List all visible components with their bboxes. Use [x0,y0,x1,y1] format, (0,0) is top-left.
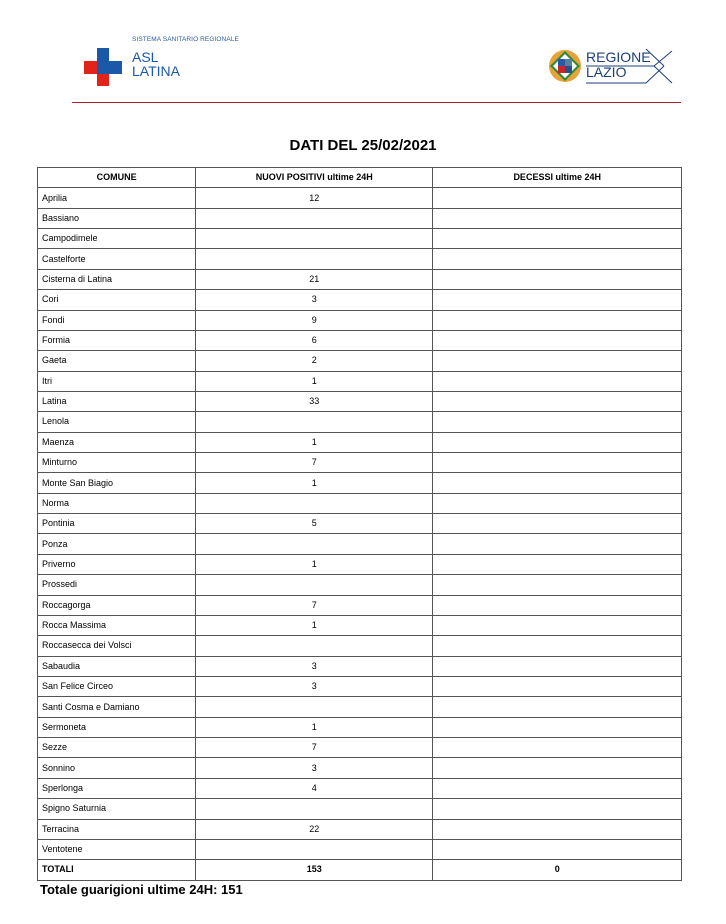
table-row [38,249,682,269]
recoveries-total: Totale guarigioni ultime 24H: 151 [40,882,243,897]
cell-comune: Maenza [38,432,196,452]
asl-name-line1: ASL [132,49,159,65]
cell-decessi [433,676,682,696]
cell-comune: Sezze [38,738,196,758]
cell-positivi: 1 [196,615,433,635]
table-row [38,412,682,432]
column-header-decessi: DECESSI ultime 24H [433,168,682,188]
cell-comune: Latina [38,391,196,411]
cell-decessi [433,290,682,310]
column-header-positivi: NUOVI POSITIVI ultime 24H [196,168,433,188]
cell-comune: Roccasecca dei Volsci [38,636,196,656]
table-row [38,473,682,493]
cell-comune: Formia [38,330,196,350]
asl-tagline: SISTEMA SANITARIO REGIONALE [132,36,239,43]
table-row [38,799,682,819]
cell-decessi [433,819,682,839]
cell-comune: Fondi [38,310,196,330]
cell-comune: Bassiano [38,208,196,228]
cell-positivi: 7 [196,738,433,758]
cell-positivi [196,229,433,249]
cell-comune: Minturno [38,453,196,473]
table-row [38,229,682,249]
table-row [38,290,682,310]
cell-positivi: 1 [196,432,433,452]
cell-decessi [433,778,682,798]
cell-decessi [433,351,682,371]
cell-positivi: 4 [196,778,433,798]
cell-decessi [433,453,682,473]
cell-decessi [433,371,682,391]
cell-positivi: 3 [196,290,433,310]
cell-comune: Sermoneta [38,717,196,737]
table-row [38,493,682,513]
cell-decessi [433,493,682,513]
cell-comune: Sabaudia [38,656,196,676]
covid-data-table [37,167,682,881]
cell-decessi [433,656,682,676]
cell-comune: Monte San Biagio [38,473,196,493]
cell-decessi [433,799,682,819]
table-row [38,351,682,371]
table-row [38,778,682,798]
table-row [38,758,682,778]
asl-name [132,50,180,78]
cell-positivi [196,839,433,859]
cell-decessi [433,412,682,432]
column-header-comune: COMUNE [38,168,196,188]
cell-decessi [433,188,682,208]
table-row [38,717,682,737]
cell-comune: Itri [38,371,196,391]
cell-positivi [196,636,433,656]
cell-positivi: 1 [196,554,433,574]
cell-comune: Terracina [38,819,196,839]
asl-latina-logo [84,36,284,96]
cell-positivi: 33 [196,391,433,411]
cell-positivi [196,575,433,595]
table-row [38,575,682,595]
cell-positivi: 7 [196,595,433,615]
cell-decessi [433,432,682,452]
cell-decessi [433,269,682,289]
cell-decessi [433,391,682,411]
regione-text: REGIONE [586,49,651,65]
table-row [38,615,682,635]
cell-positivi: 1 [196,371,433,391]
cell-positivi [196,697,433,717]
lazio-text: LAZIO [586,64,627,80]
cell-positivi [196,208,433,228]
table-row [38,738,682,758]
cell-positivi [196,249,433,269]
cell-comune: Santi Cosma e Damiano [38,697,196,717]
regione-lazio-logo [548,47,678,87]
cell-positivi: 21 [196,269,433,289]
totals-row [38,860,682,880]
table-row [38,839,682,859]
table-row [38,676,682,696]
cell-comune: Castelforte [38,249,196,269]
cell-comune: San Felice Circeo [38,676,196,696]
cell-decessi [433,310,682,330]
asl-name-line2: LATINA [132,63,180,79]
table-row [38,391,682,411]
cell-decessi [433,249,682,269]
cell-comune: Gaeta [38,351,196,371]
cell-positivi: 1 [196,473,433,493]
cell-positivi [196,412,433,432]
cell-decessi [433,534,682,554]
cell-positivi: 22 [196,819,433,839]
cell-decessi [433,575,682,595]
cell-decessi [433,208,682,228]
cell-comune: Rocca Massima [38,615,196,635]
cell-comune: Priverno [38,554,196,574]
table-row [38,636,682,656]
cell-comune: Ventotene [38,839,196,859]
cell-decessi [433,758,682,778]
cell-positivi: 9 [196,310,433,330]
cell-decessi [433,636,682,656]
cell-positivi: 7 [196,453,433,473]
table-row [38,697,682,717]
cell-comune: Aprilia [38,188,196,208]
table-row [38,554,682,574]
cell-decessi [433,229,682,249]
header-divider [72,102,681,103]
lazio-emblem-icon [548,49,582,83]
cell-comune: Prossedi [38,575,196,595]
red-cross-icon [84,48,122,86]
table-row [38,514,682,534]
cell-positivi: 5 [196,514,433,534]
totals-decessi: 0 [433,860,682,880]
cell-decessi [433,697,682,717]
cell-positivi [196,534,433,554]
cell-comune: Norma [38,493,196,513]
page-title: DATI DEL 25/02/2021 [289,137,437,154]
cell-positivi: 2 [196,351,433,371]
cell-positivi [196,493,433,513]
table-row [38,371,682,391]
cell-decessi [433,839,682,859]
cell-positivi: 1 [196,717,433,737]
table-row [38,432,682,452]
cell-comune: Sperlonga [38,778,196,798]
cell-comune: Pontinia [38,514,196,534]
table-row [38,310,682,330]
cell-positivi: 12 [196,188,433,208]
table-row [38,188,682,208]
cell-comune: Cisterna di Latina [38,269,196,289]
cell-comune: Cori [38,290,196,310]
table-row [38,269,682,289]
cell-comune: Sonnino [38,758,196,778]
table-row [38,330,682,350]
cell-positivi: 3 [196,676,433,696]
table-row [38,595,682,615]
table-row [38,656,682,676]
cell-decessi [433,514,682,534]
table-row [38,208,682,228]
cell-comune: Campodimele [38,229,196,249]
cell-decessi [433,717,682,737]
cell-comune: Roccagorga [38,595,196,615]
cell-comune: Lenola [38,412,196,432]
table-header-row [38,168,682,188]
cell-positivi: 6 [196,330,433,350]
cell-positivi: 3 [196,656,433,676]
totals-positivi: 153 [196,860,433,880]
cell-comune: Ponza [38,534,196,554]
cell-decessi [433,554,682,574]
table-row [38,534,682,554]
cell-positivi [196,799,433,819]
cell-comune: Spigno Saturnia [38,799,196,819]
cell-decessi [433,330,682,350]
cell-positivi: 3 [196,758,433,778]
cell-decessi [433,595,682,615]
totals-label: TOTALI [38,860,196,880]
cell-decessi [433,738,682,758]
cell-decessi [433,615,682,635]
regione-lazio-text [586,50,651,80]
cell-decessi [433,473,682,493]
table-row [38,819,682,839]
table-row [38,453,682,473]
